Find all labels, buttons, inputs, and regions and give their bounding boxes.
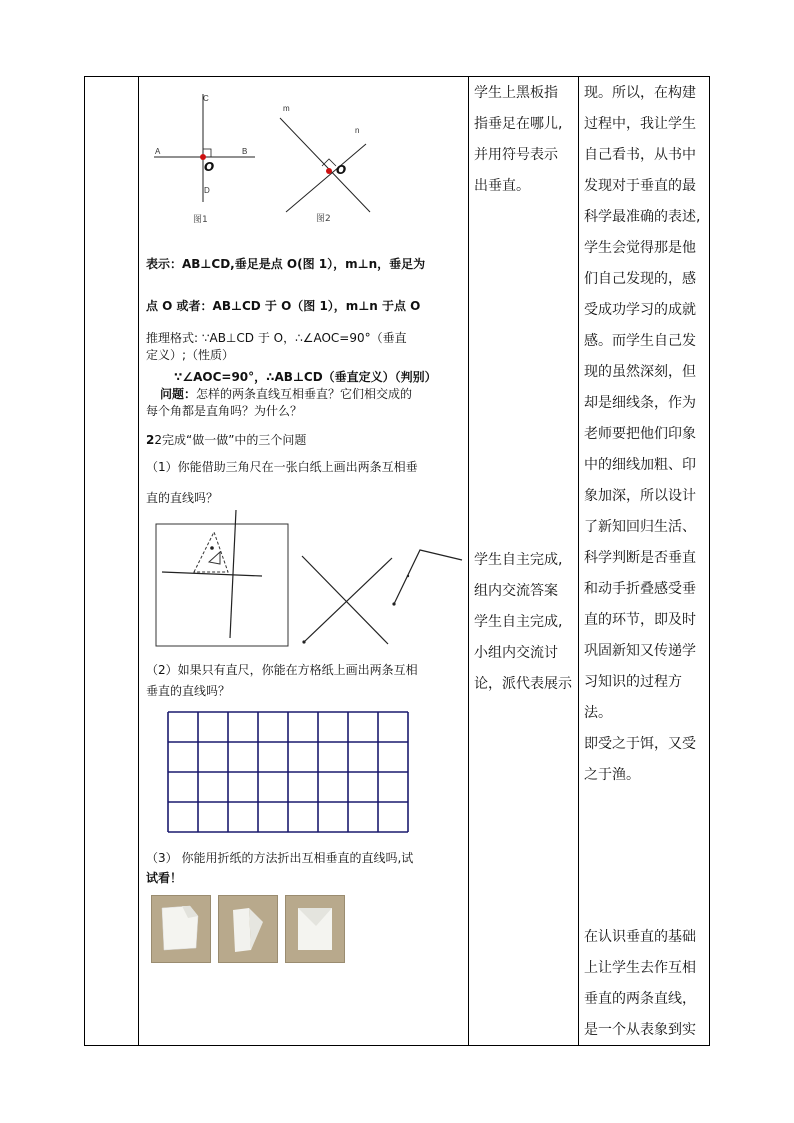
text-line: 老师要把他们印象	[584, 426, 696, 442]
question-3-line-1: （3） 你能用折纸的方法折出互相垂直的直线吗,试	[146, 851, 414, 865]
text-line: 即受之于饵，又受	[584, 736, 696, 752]
text-line: 过程中，我让学生	[584, 116, 696, 132]
text-line: 是一个从表象到实	[584, 1022, 696, 1038]
student-activity-block-1	[474, 78, 574, 202]
fig2-caption: 图2	[316, 214, 331, 224]
text-line: 们自己发现的，感	[584, 271, 696, 287]
reasoning-line-2: 定义）;（性质）	[146, 348, 235, 362]
question-line-1	[160, 386, 478, 402]
design-intent-block-1	[584, 78, 706, 791]
text-line: 学生自主完成,	[474, 614, 563, 630]
folding-photo-1	[151, 895, 211, 963]
text-line: 科学最准确的表述,	[584, 209, 701, 225]
notation-line-1: 表示：AB⊥CD,垂足是点 O(图 1），m⊥n，垂足为	[146, 257, 426, 271]
folding-photo-2	[218, 895, 278, 963]
text-line: 现。所以，在构建	[584, 85, 696, 101]
text-line: 之于渔。	[584, 767, 640, 783]
text-line: 感。而学生自己发	[584, 333, 696, 349]
text-line: 发现对于垂直的最	[584, 178, 696, 194]
text-line: 小组内交流讨	[474, 645, 558, 661]
text-line: 却是细线条，作为	[584, 395, 696, 411]
question-line-2: 每个角都是直角吗？为什么？	[146, 404, 303, 418]
fig1-label-o: O	[204, 160, 215, 174]
folding-photo-3	[285, 895, 345, 963]
fig1-caption: 图1	[193, 215, 208, 225]
text-line: 受成功学习的成就	[584, 302, 696, 318]
question-2-line-1: （2）如果只有直尺，你能在方格纸上画出两条互相	[146, 663, 418, 677]
fig2-label-m: m	[283, 104, 290, 113]
fig2-label-o: O	[336, 163, 347, 177]
column-divider-1	[138, 76, 139, 1046]
notation-line-2: 点 O 或者：AB⊥CD 于 O（图 1），m⊥n 于点 O	[146, 299, 421, 313]
crossing-lines-drawing	[296, 550, 396, 650]
text-line: 习知识的过程方法。	[584, 674, 682, 721]
text-line: 论，派代表展示	[474, 676, 572, 692]
text-line: 直的环节，即及时	[584, 612, 696, 628]
reasoning-line-1: 推理格式: ∵AB⊥CD 于 O，∴∠AOC=90°（垂直	[146, 331, 407, 345]
text-line: 学生上黑板指	[474, 85, 558, 101]
text-line: 出垂直。	[474, 178, 530, 194]
text-line: 组内交流答案	[474, 583, 558, 599]
text-line: 现的虽然深刻，但	[584, 364, 696, 380]
text-line: 学生会觉得那是他	[584, 240, 696, 256]
column-divider-3	[578, 76, 579, 1046]
reasoning-line-3: ∵∠AOC=90°，∴AB⊥CD（垂直定义）（判别）	[174, 370, 437, 384]
text-line: 指垂足在哪儿,	[474, 116, 563, 132]
triangle-ruler-drawing	[154, 510, 294, 650]
text-line: 学生自主完成,	[474, 552, 563, 568]
fig1-label-b: B	[242, 147, 248, 156]
question-1-line-1: （1）你能借助三角尺在一张白纸上画出两条互相垂	[146, 460, 418, 474]
question-2-line-2: 垂直的直线吗？	[146, 684, 231, 698]
text-line: 垂直的两条直线，	[584, 991, 696, 1007]
text-line: 巩固新知又传递学	[584, 643, 696, 659]
fig1-label-a: A	[155, 147, 161, 156]
question-3-line-2: 试看！	[146, 871, 183, 885]
fig1-label-d: D	[204, 186, 210, 195]
design-intent-block-2	[584, 922, 706, 1046]
text-line: 了新知回归生活、	[584, 519, 696, 535]
text-line: 并用符号表示	[474, 147, 558, 163]
question-1-line-2: 直的直线吗？	[146, 491, 219, 505]
figure-2-diagram	[270, 100, 380, 220]
angle-drawing	[390, 540, 470, 610]
text-line: 和动手折叠感受垂	[584, 581, 696, 597]
text-line: 中的细线加粗、印	[584, 457, 696, 473]
grid-paper	[166, 710, 412, 835]
task-2-heading: 22完成“做一做”中的三个问题	[146, 433, 307, 447]
question-text: 怎样的两条直线互相垂直？它们相交成的	[196, 387, 413, 401]
text-line: 科学判断是否垂直	[584, 550, 696, 566]
text-line: 象加深，所以设计	[584, 488, 696, 504]
text-line: 自己看书，从书中	[584, 147, 696, 163]
fig2-label-n: n	[355, 126, 360, 135]
text-line: 上让学生去作互相	[584, 960, 696, 976]
task-2-text: 2完成“做一做”中的三个问题	[154, 433, 307, 447]
fig1-label-c: C	[203, 94, 209, 103]
question-label: 问题：	[160, 387, 197, 401]
text-line: 在认识垂直的基础	[584, 929, 696, 945]
student-activity-block-2	[474, 545, 574, 700]
